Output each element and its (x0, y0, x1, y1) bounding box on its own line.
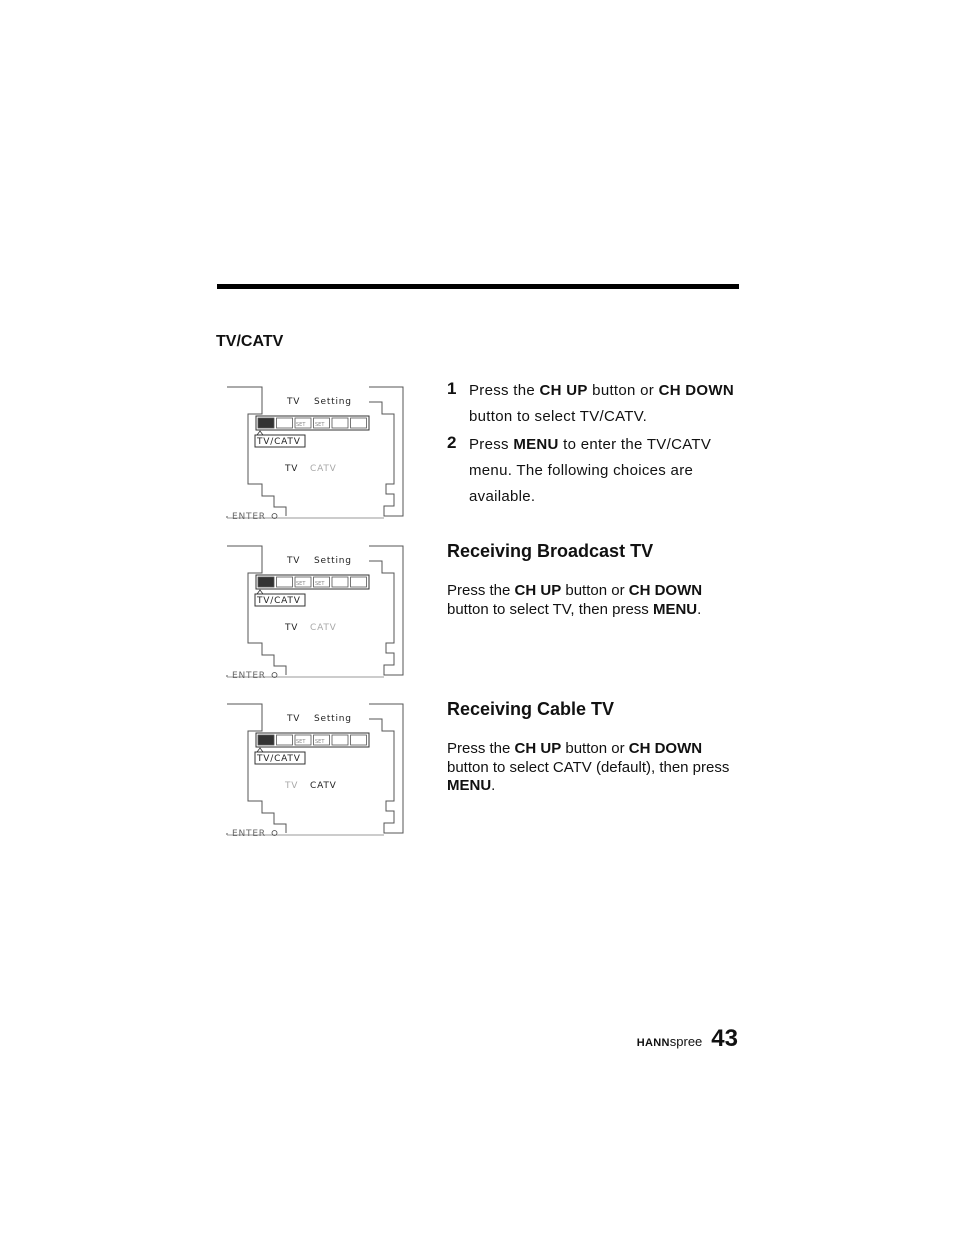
step-2-text: Press MENU to enter the TV/CATV menu. The following choices are available. (469, 436, 712, 505)
osd-option-tv: TV (285, 464, 299, 474)
step-2-number: 2 (447, 433, 457, 452)
minus-icon (332, 577, 348, 587)
osd-selected-item: TV/CATV (257, 754, 301, 764)
osd-option-tv: TV (285, 623, 299, 633)
minus-icon (332, 735, 348, 745)
osd-screen-1 (226, 386, 406, 522)
osd-header-tv: TV (287, 714, 301, 724)
osd-header-tv: TV (287, 397, 301, 407)
osd-icon-set-label-a: SET (296, 739, 306, 745)
osd-header-tv: TV (287, 556, 301, 566)
tv-icon (258, 418, 274, 428)
osd-option-catv: CATV (310, 623, 337, 633)
selection-caret-icon (257, 590, 263, 594)
osd-option-catv: CATV (310, 464, 337, 474)
osd-icon-set-label-b: SET (315, 581, 325, 587)
top-rule (217, 284, 739, 289)
selection-caret-icon (257, 431, 263, 435)
brand-logo: HANNspree (636, 1034, 703, 1049)
osd-icon-set-label-a: SET (296, 422, 306, 428)
speaker-icon (351, 735, 367, 745)
tv-icon (258, 735, 274, 745)
osd-selected-item: TV/CATV (257, 437, 301, 447)
antenna-icon (277, 418, 293, 428)
step-2 (447, 432, 737, 510)
osd-icon-set-label-a: SET (296, 581, 306, 587)
step-1-text: Press the CH UP button or CH DOWN button to select TV/CATV. (469, 382, 734, 425)
tv-icon (258, 577, 274, 587)
osd-selected-item: TV/CATV (257, 596, 301, 606)
osd-option-tv: TV (285, 781, 299, 791)
osd-icon-set-label-b: SET (315, 422, 325, 428)
speaker-icon (351, 577, 367, 587)
page-number: 43 (711, 1025, 738, 1052)
minus-icon (332, 418, 348, 428)
screen-frame-left (227, 704, 286, 833)
broadcast-text: Press the CH UP button or CH DOWN button to select TV, then press MENU. (447, 582, 703, 618)
screen-frame-right (369, 387, 403, 516)
section-title: TV/CATV (216, 333, 284, 350)
cable-heading: Receiving Cable TV (447, 699, 615, 719)
screen-frame-right (369, 704, 403, 833)
osd-screen-3 (226, 703, 406, 839)
screen-frame-left (227, 387, 286, 516)
osd-header-setting: Setting (314, 714, 352, 724)
osd-enter-label: ENTER (232, 829, 266, 839)
speaker-icon (351, 418, 367, 428)
screen-frame-right (369, 546, 403, 675)
osd-header-setting: Setting (314, 397, 352, 407)
selection-caret-icon (257, 748, 263, 752)
osd-icon-set-label-b: SET (315, 739, 325, 745)
osd-enter-label: ENTER (232, 512, 266, 522)
osd-header-setting: Setting (314, 556, 352, 566)
step-1-number: 1 (447, 379, 457, 398)
antenna-icon (277, 735, 293, 745)
broadcast-heading: Receiving Broadcast TV (447, 541, 654, 561)
step-1 (447, 378, 737, 430)
cable-text: Press the CH UP button or CH DOWN button to select CATV (default), then press MENU. (447, 740, 730, 794)
screen-frame-left (227, 546, 286, 675)
osd-option-catv: CATV (310, 781, 337, 791)
osd-enter-label: ENTER (232, 671, 266, 681)
page-footer (637, 1025, 738, 1053)
antenna-icon (277, 577, 293, 587)
osd-screen-2 (226, 545, 406, 681)
